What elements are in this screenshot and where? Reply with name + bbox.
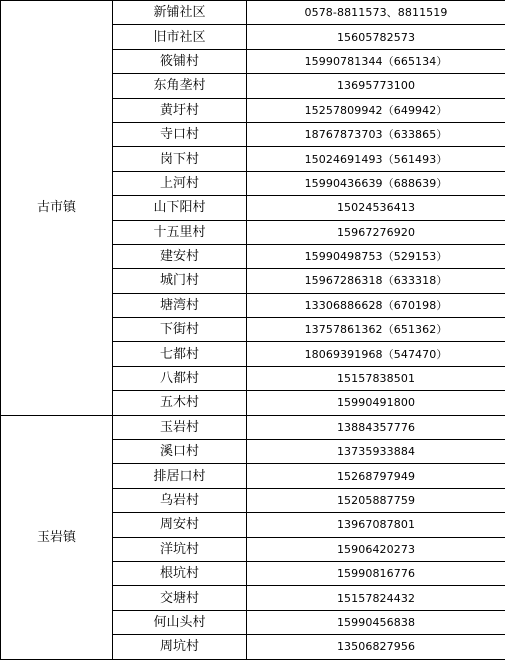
phone-cell: 15605782573 <box>247 25 505 49</box>
phone-cell: 15990781344（665134） <box>247 49 505 73</box>
village-cell: 周坑村 <box>113 635 247 659</box>
village-cell: 乌岩村 <box>113 488 247 512</box>
village-cell: 交塘村 <box>113 586 247 610</box>
phone-cell: 15990456838 <box>247 610 505 634</box>
phone-cell: 15990816776 <box>247 561 505 585</box>
village-cell: 十五里村 <box>113 220 247 244</box>
village-cell: 上河村 <box>113 171 247 195</box>
village-cell: 寺口村 <box>113 122 247 146</box>
phone-cell: 18767873703（633865） <box>247 122 505 146</box>
village-cell: 七都村 <box>113 342 247 366</box>
town-cell: 玉岩镇 <box>1 415 113 659</box>
phone-cell: 15990498753（529153） <box>247 244 505 268</box>
village-cell: 洋坑村 <box>113 537 247 561</box>
village-cell: 溪口村 <box>113 440 247 464</box>
phone-cell: 13967087801 <box>247 513 505 537</box>
village-cell: 旧市社区 <box>113 25 247 49</box>
village-cell: 城门村 <box>113 269 247 293</box>
village-cell: 筱铺村 <box>113 49 247 73</box>
phone-cell: 15024536413 <box>247 196 505 220</box>
phone-cell: 13306886628（670198） <box>247 293 505 317</box>
table-row <box>1 1 505 25</box>
phone-cell: 15205887759 <box>247 488 505 512</box>
phone-cell: 15024691493（561493） <box>247 147 505 171</box>
phone-cell: 15157838501 <box>247 366 505 390</box>
phone-cell: 13506827956 <box>247 635 505 659</box>
phone-cell: 15990491800 <box>247 391 505 415</box>
village-cell: 岗下村 <box>113 147 247 171</box>
village-cell: 塘湾村 <box>113 293 247 317</box>
phone-cell: 13757861362（651362） <box>247 318 505 342</box>
town-cell: 古市镇 <box>1 1 113 416</box>
village-cell: 玉岩村 <box>113 415 247 439</box>
phone-cell: 15967276920 <box>247 220 505 244</box>
phone-cell: 13884357776 <box>247 415 505 439</box>
phone-cell: 15268797949 <box>247 464 505 488</box>
village-cell: 黄圩村 <box>113 98 247 122</box>
village-cell: 根坑村 <box>113 561 247 585</box>
phone-cell: 15257809942（649942） <box>247 98 505 122</box>
phone-cell: 13695773100 <box>247 74 505 98</box>
phone-cell: 18069391968（547470） <box>247 342 505 366</box>
village-cell: 下街村 <box>113 318 247 342</box>
village-cell: 周安村 <box>113 513 247 537</box>
phone-cell: 15967286318（633318） <box>247 269 505 293</box>
village-cell: 排居口村 <box>113 464 247 488</box>
village-cell: 五木村 <box>113 391 247 415</box>
village-cell: 建安村 <box>113 244 247 268</box>
phone-cell: 0578-8811573、8811519 <box>247 1 505 25</box>
village-cell: 东角垄村 <box>113 74 247 98</box>
phone-cell: 15157824432 <box>247 586 505 610</box>
village-cell: 何山头村 <box>113 610 247 634</box>
phone-cell: 15906420273 <box>247 537 505 561</box>
table-row <box>1 415 505 439</box>
contact-table-body <box>1 1 505 660</box>
village-cell: 山下阳村 <box>113 196 247 220</box>
phone-cell: 15990436639（688639） <box>247 171 505 195</box>
village-cell: 新铺社区 <box>113 1 247 25</box>
village-cell: 八都村 <box>113 366 247 390</box>
phone-cell: 13735933884 <box>247 440 505 464</box>
